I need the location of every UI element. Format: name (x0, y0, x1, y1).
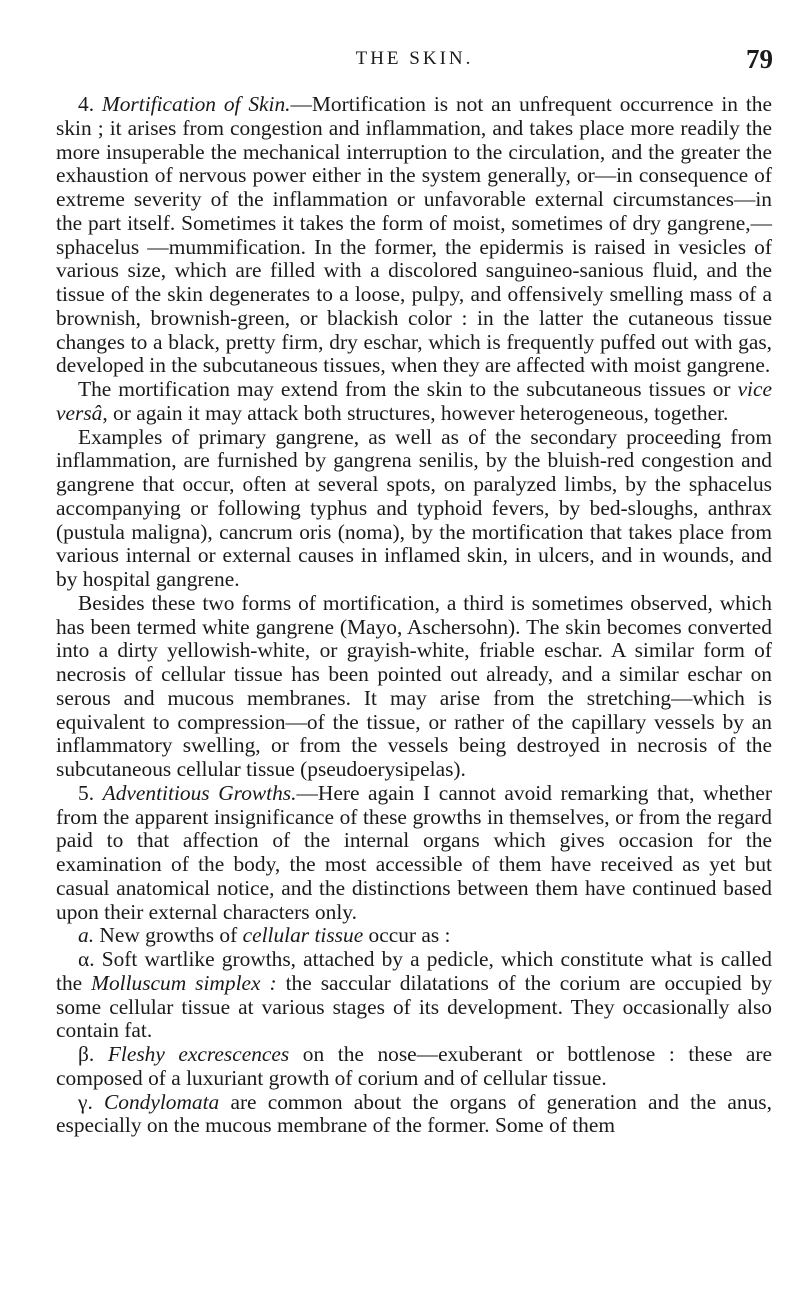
running-head (56, 46, 773, 76)
text-run: The mortification may extend from the skin to the subcutaneous tissues or (78, 377, 738, 401)
text-run: are common about the organs of generation and the anus, especially on the mucous membrane of the former. Some of them (56, 1089, 772, 1138)
italic-run: a. (78, 923, 100, 948)
text-run: on the nose—exuberant or bottlenose : these are composed of a luxuriant growth of corium and of cellular tissue. (56, 1042, 772, 1090)
paragraph (56, 1091, 772, 1139)
text-run: New growths of (99, 923, 243, 948)
text-run: γ. (78, 1089, 104, 1114)
text-run: α. (78, 947, 102, 971)
paragraph (56, 93, 772, 378)
paragraph (56, 426, 772, 592)
italic-run: vice versâ (56, 377, 772, 425)
italic-run: cellular tissue (242, 923, 364, 948)
text-run: the saccular dilatations of the corium are occupied by some cellular tissue at various stages of its development. They occasionally also contain fat. (56, 970, 773, 1043)
running-title: THE SKIN. (355, 48, 474, 69)
text-run: β. (78, 1042, 108, 1066)
text-run: Besides these two forms of mortification, a third is sometimes observed, which has been termed white gangrene (Mayo, Aschersohn). The skin becomes converted into a dirty yellowish-white, or grayish-white, friable eschar. A similar form of necrosis of cellular tissue has been pointed out already, and a similar eschar on serous and mucous membranes. It may arise from the stretching—which is equivalent to compression—of the tissue, or rather of the capillary vessels by an inflammatory swelling, or from the vessels being destroyed in necrosis of the subcutaneous cellular tissue (pseudoerysipelas). (56, 590, 772, 781)
text-run: —Mortification is not an unfrequent occurrence in the skin ; it arises from congestion and inflammation, and takes place more readily the more insuperable the mechanical interruption to the circulation, and the greater the exhaustion of nervous power either in the system generally, or—in consequence of extreme severity of the inflammation or unfavorable external circumstances—in the part itself. Sometimes it takes the form of moist, sometimes of dry gangrene,—sphacelus —mummification. In the former, the epidermis is raised in vesicles of various size, which are filled with a discolored sanguineo-sanious fluid, and the tissue of the skin degenerates to a loose, pulpy, and offensively smelling mass of a brownish, brownish-green, or blackish color : in the latter the cutaneous tissue changes to a black, pretty firm, dry eschar, which is frequently puffed out with gas, developed in the subcutaneous tissues, when they are affected with moist gangrene. (56, 92, 772, 378)
body-text (56, 93, 772, 1138)
page-number: 79 (746, 44, 773, 74)
italic-run: Condylomata (103, 1089, 220, 1114)
italic-run: Fleshy excrescences (107, 1042, 290, 1066)
text-run: 5. (78, 780, 103, 805)
paragraph (56, 378, 772, 426)
italic-run: Molluscum simplex : (91, 970, 277, 995)
italic-run: Mortification of Skin. (101, 92, 291, 116)
text-run: , or again it may attack both structures, however heterogeneous, together. (102, 400, 729, 425)
paragraph (56, 592, 772, 782)
paragraph (56, 1043, 772, 1091)
italic-run: Adventitious Growths. (102, 780, 297, 805)
paragraph (56, 782, 772, 925)
text-run: Soft wartlike growths, attached by a pedicle, which constitute what is called the (56, 947, 772, 995)
text-run: —Here again I cannot avoid remarking that, whether from the apparent insignificance of these growths in themselves, or from the regard paid to that affection of the internal organs which gives occasion for the examination of the body, the most accessible of them have received as yet but casual anatomical notice, and the distinctions between them have continued based upon their external characters only. (56, 780, 773, 924)
text-run: 4. (78, 92, 102, 116)
text-run: occur as : (363, 923, 451, 948)
text-run: Examples of primary gangrene, as well as of the secondary proceeding from inflammation, are furnished by gangrena senilis, by the bluish-red congestion and gangrene that occur, often at several spots, on paralyzed limbs, by the sphacelus accompanying or following typhus and typhoid fevers, by bed-sloughs, anthrax (pustula maligna), cancrum oris (noma), by the mortification that takes place from various internal or external causes in inflamed skin, in ulcers, and in wounds, and by hospital gangrene. (56, 424, 772, 591)
paragraph (56, 948, 772, 1043)
paragraph (56, 924, 772, 948)
